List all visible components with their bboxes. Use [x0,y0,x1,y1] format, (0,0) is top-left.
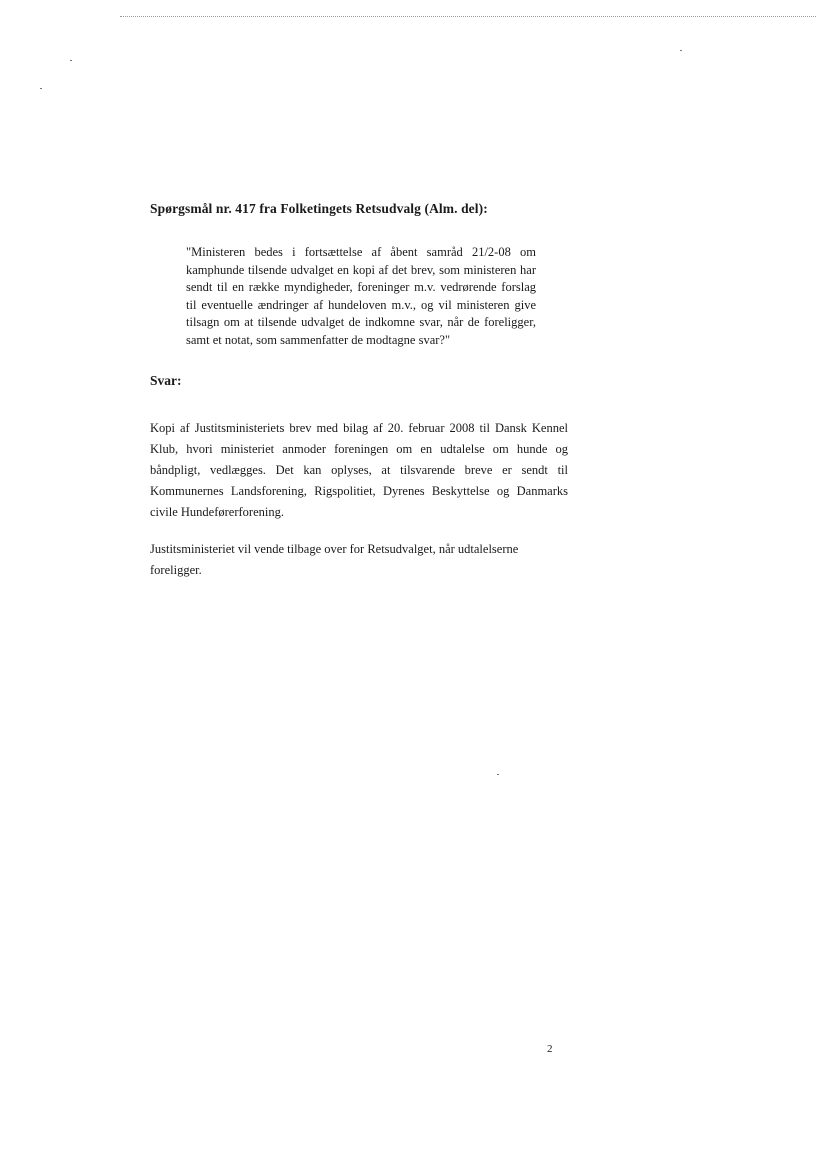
answer-paragraph: Kopi af Justitsministeriets brev med bilag af 20. februar 2008 til Dansk Kennel Klub, hvori ministeriet anmoder foreningen om en udtalelse om hunde og båndpligt, vedlægges. Det kan oplyses, at tilsvarende breve er sendt til Kommunernes Landsforening, Rigspolitiet, Dyrenes Beskyttelse og Danmarks civile Hundeførerforening. [150,421,568,519]
scan-speck [70,60,72,61]
scan-speck [497,774,499,775]
answer-paragraph: Justitsministeriet vil vende tilbage over for Retsudvalget, når udtalelserne foreligger. [150,542,519,577]
scan-speck [40,88,42,89]
page-number: 2 [547,1043,553,1055]
answer-heading: Svar: [150,373,182,388]
scan-speck [680,50,682,51]
question-quote: "Ministeren bedes i fortsættelse af åbent samråd 21/2-08 om kamphunde tilsende udvalget en kopi af det brev, som ministeren har sendt til en række myndigheder, foreninger m.v. vedrørende forslag til eventuelle ændringer af hundeloven m.v., og vil ministeren give tilsagn om at tilsende udvalget de indkomne svar, når de foreligger, samt et notat, som sammenfatter de modtagne svar?" [186,245,536,347]
scan-edge-line [120,16,816,17]
question-heading: Spørgsmål nr. 417 fra Folketingets Retsudvalg (Alm. del): [150,201,488,216]
